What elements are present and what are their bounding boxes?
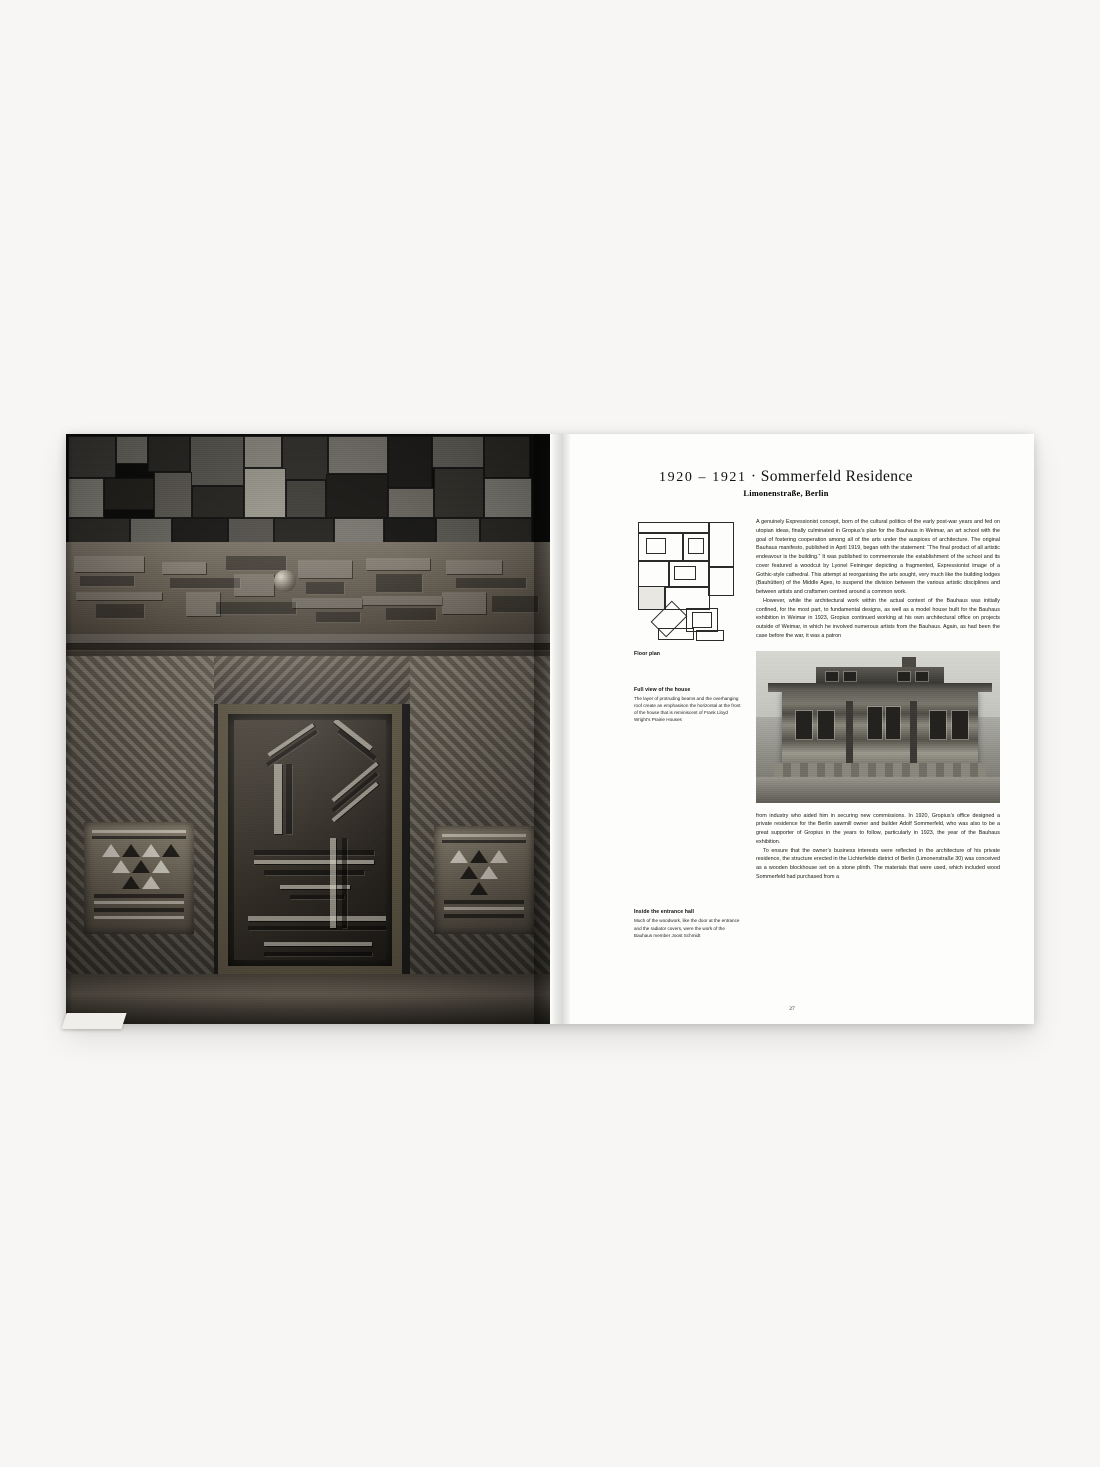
- page-subtitle: Limonenstraße, Berlin: [743, 489, 829, 498]
- paragraph-4: To ensure that the owner’s business interests were reflected in the architecture of his private residence, the structure erected in the Lichterfelde district of Berlin (Limonenstraße 30) was conceived as a wooden blockhouse set on a stone plinth. The materials that were used, which included wood Sommerfeld had purchased from a: [756, 847, 1000, 880]
- relief-frieze: [66, 542, 550, 660]
- book-spread: [66, 434, 1034, 1024]
- caption-label-entrance-hall: Inside the entrance hall: [634, 909, 695, 916]
- book-page-left: [66, 434, 550, 1024]
- page-title: [574, 468, 998, 498]
- title-years: 1920 – 1921: [659, 470, 747, 485]
- radiator-cover-left: [84, 822, 194, 934]
- herringbone-wall-above-door: [214, 656, 410, 704]
- floor: [66, 974, 550, 1024]
- caption-label-floor-plan: Floor plan: [634, 651, 661, 657]
- caption-body-entrance-hall: Much of the woodwork, like the door at the entrance and the radiator covers, were the work of the Bauhaus member Joost Schmidt: [634, 918, 740, 938]
- paragraph-1: A genuinely Expressionist concept, born of the cultural politics of the early post-war years and fed on utopian ideas, finally culminated in Gropius’s plan for the Bauhaus in Weimar, an art school with the goal of fostering cooperation among all of the arts under the auspices of architecture. The original Bauhaus manifesto, published in April 1919, began with the statement: “The final product of all artistic endeavour is the building.” It was published to commemorate the establishment of the school and its cover featured a woodcut by Lyonel Feininger depicting a fragmented, Expressionist image of a Gothic-style cathedral. This attempt at reorganising the arts sought, very much like the building lodges (Bauhütten) of the Middle Ages, to suspend the division between the various artistic disciplines and between artists and craftsmen centred around a common work.: [756, 519, 1000, 595]
- paragraph-2: However, while the architectural work within the actual context of the Bauhaus was initially confined, for the most part, to fundamental designs, as well as a model house built for the Bauhaus exhibition in Weimar in 1923, Gropius continued working at his own architectural office on projects outside of Weimar, in which he involved numerous artists from the Bauhaus. Again, as had been the case before the war, it was a patron: [756, 597, 1000, 639]
- radiator-cover-right: [434, 826, 534, 934]
- door-relief-panel: [234, 720, 386, 960]
- page-corner-curl: [61, 1013, 126, 1029]
- title-separator: ·: [750, 468, 757, 485]
- book-page-right: [550, 434, 1034, 1024]
- caption-column: [634, 518, 742, 939]
- page-number: 27: [789, 1006, 795, 1012]
- caption-full-view: [634, 687, 742, 723]
- body-text-column: [756, 518, 1000, 882]
- caption-label-full-view: Full view of the house: [634, 687, 691, 693]
- house-photograph: [756, 651, 1000, 803]
- floor-plan-drawing: [634, 518, 738, 644]
- paragraph-3: from industry who aided him in securing new commissions. In 1920, Gropius’s office designed a private residence for the Berlin sawmill owner and builder Adolf Sommerfeld, who was also to be a great supporter of Gropius in the years to follow, particularly in 1923, the year of the Bauhaus exhibition.: [756, 812, 1000, 845]
- house-facade: [782, 689, 978, 771]
- entrance-hall-photograph: [66, 434, 550, 1024]
- carved-entrance-door: [218, 704, 402, 976]
- stained-glass-band: [66, 434, 550, 556]
- title-name: Sommerfeld Residence: [760, 468, 913, 485]
- ground: [756, 777, 1000, 803]
- caption-inside-entrance-hall: [634, 909, 742, 938]
- caption-body-full-view: The layer of protruding beams and the overhanging roof create an emphasison the horizontal at the front of the house that is reminiscent of Frank Lloyd Wright’s Prairie Houses: [634, 696, 741, 723]
